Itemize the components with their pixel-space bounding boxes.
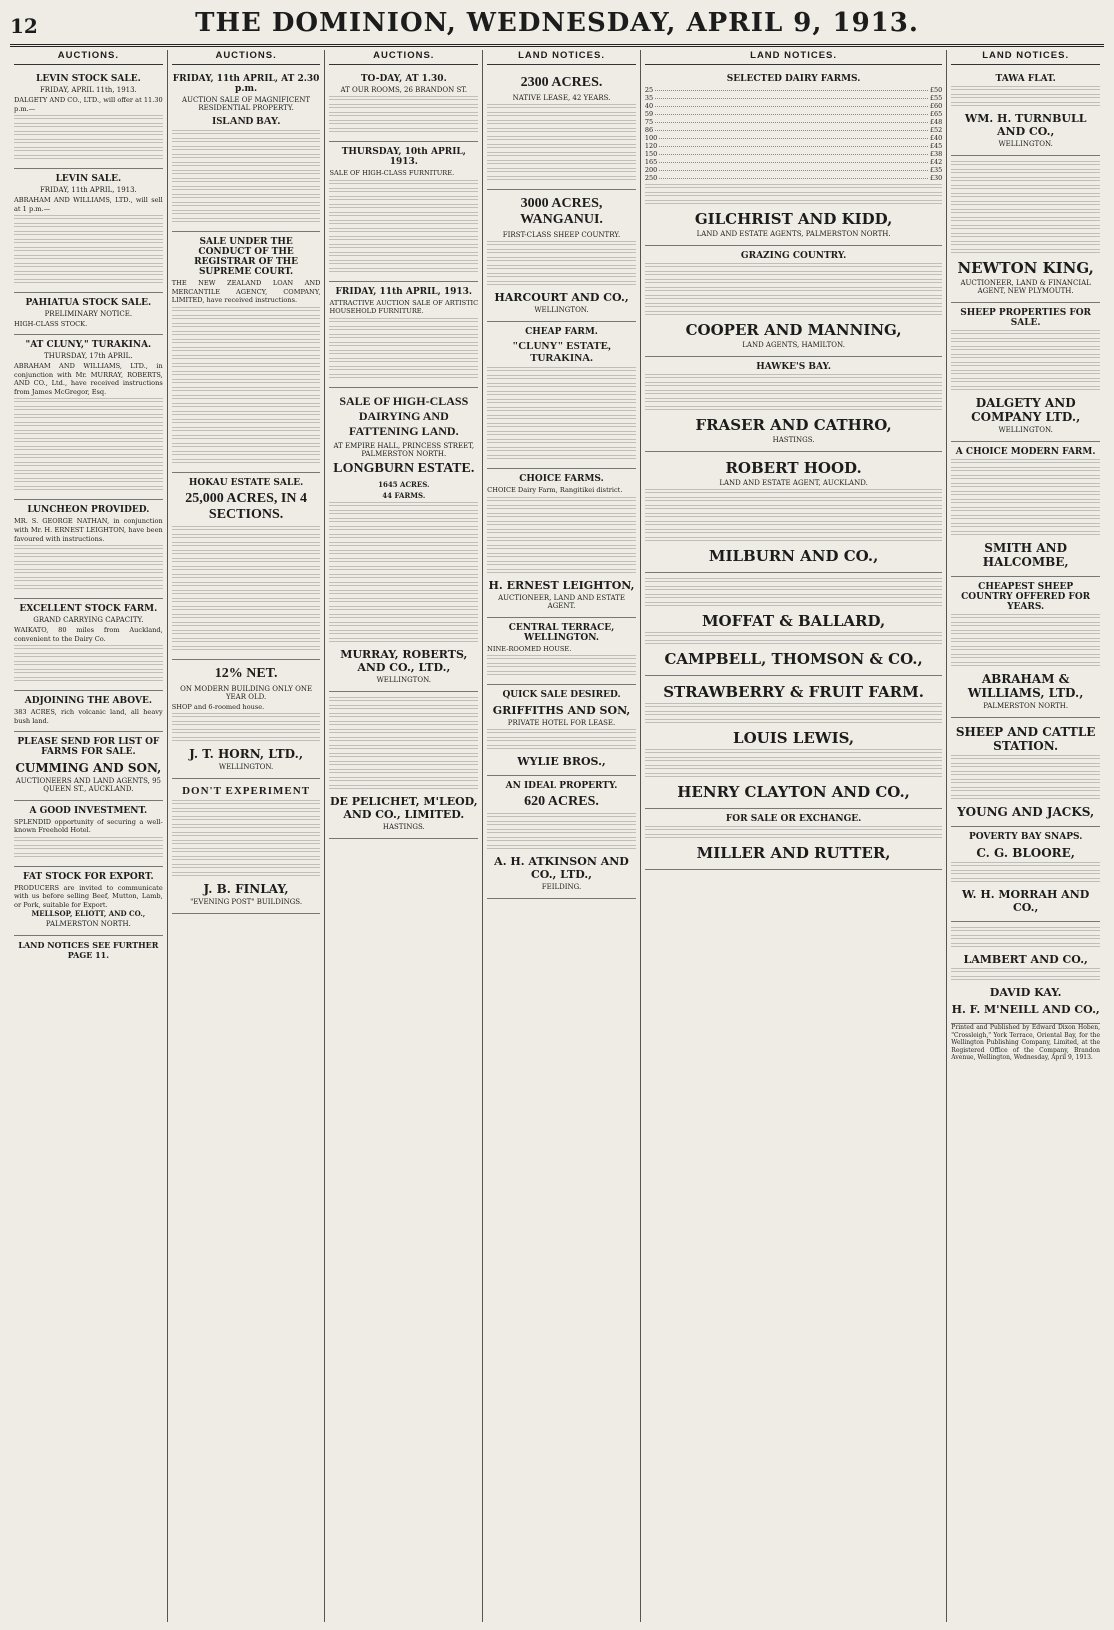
firm-place: LAND AND ESTATE AGENTS, PALMERSTON NORTH. [696, 230, 891, 238]
firm-name: GILCHRIST AND KIDD, [694, 210, 893, 228]
firm-place: WELLINGTON. [218, 763, 274, 772]
firm-name: H. F. M'NEILL AND CO., [951, 1003, 1100, 1016]
farm-lot-price: £55 [929, 94, 943, 102]
firm-place: AUCTIONEER, LAND & FINANCIAL AGENT, NEW PLYMOUTH. [960, 279, 1091, 295]
firm-place: "EVENING POST" BUILDINGS. [190, 898, 303, 907]
firm-name: ABRAHAM & WILLIAMS, LTD., [967, 672, 1084, 700]
firm-name: DALGETY AND COMPANY LTD., [971, 396, 1081, 424]
farm-lot-row [645, 118, 942, 126]
farm-lot-acres: 40 [644, 102, 654, 110]
ad-title: HOKAU ESTATE SALE. [188, 477, 304, 488]
firm-place: AUCTIONEER, LAND AND ESTATE AGENT. [498, 593, 625, 610]
farm-lot-price: £52 [929, 126, 943, 134]
ad-title: CENTRAL TERRACE, WELLINGTON. [508, 622, 615, 643]
ad-title: POVERTY BAY SNAPS. [968, 832, 1083, 842]
firm-name: WYLIE BROS., [517, 755, 606, 769]
ad-text: ISLAND BAY. [211, 115, 281, 127]
ad-text: FIRST-CLASS SHEEP COUNTRY. [502, 231, 621, 239]
ad-text: HIGH-CLASS STOCK. [14, 320, 88, 329]
ad-text: "CLUNY" ESTATE, TURAKINA. [512, 340, 611, 364]
ad-title: CHOICE FARMS. [519, 474, 604, 484]
firm-name: FRASER AND CATHRO, [695, 416, 892, 434]
ad-title: SELECTED DAIRY FARMS. [726, 74, 861, 84]
land-ad [951, 718, 1100, 827]
ad-title: PAHIATUA STOCK SALE. [25, 298, 152, 309]
ad-date: FRIDAY, APRIL 11th, 1913. [39, 86, 137, 94]
farm-lot-row [645, 94, 942, 102]
firm-name: CAMPBELL, THOMSON & CO., [664, 650, 923, 668]
promo-title: DON'T EXPERIMENT [182, 785, 311, 798]
farm-lot-price: £65 [929, 110, 943, 118]
leader-dots [655, 110, 928, 115]
land-ad [951, 922, 1100, 1024]
auction-ad [172, 660, 321, 780]
firm-name: DE PELICHET, M'LEOD, AND CO., LIMITED. [329, 794, 478, 821]
ad-text: DALGETY AND CO., LTD., will offer at 11.30 p.m.— [14, 96, 163, 113]
auction-ad [172, 69, 321, 232]
farm-lot-price: £42 [929, 158, 943, 166]
ad-title: 2300 ACRES. [520, 75, 603, 90]
column-heading: LAND NOTICES. [951, 50, 1100, 65]
column-heading: AUCTIONS. [329, 50, 478, 65]
ad-date: GRAND CARRYING CAPACITY. [33, 616, 144, 625]
ad-date: THURSDAY, 17th APRIL. [44, 351, 133, 360]
firm-name: C. G. BLOORE, [976, 846, 1075, 860]
firm-place: WELLINGTON. [998, 140, 1053, 148]
farm-lot-acres: 165 [644, 158, 658, 166]
ad-title: SALE UNDER THE CONDUCT OF THE REGISTRAR OF THE SUPREME COURT. [194, 237, 299, 277]
firm-name: NEWTON KING, [957, 259, 1094, 277]
column-heading: AUCTIONS. [14, 50, 163, 65]
ad-text: NATIVE LEASE, 42 YEARS. [512, 94, 611, 102]
estate-farms: 44 FARMS. [382, 490, 426, 500]
land-ad [951, 442, 1100, 577]
auction-ad [14, 69, 163, 169]
ad-text: ABRAHAM AND WILLIAMS, LTD., in conjunction with Mr. MURRAY, ROBERTS, AND CO., Ltd., have received instructions from James McGregor, Esq. [14, 361, 163, 396]
columns [10, 50, 1104, 1622]
ad-text: 25,000 ACRES, IN 4 SECTIONS. [185, 490, 307, 522]
ad-title: QUICK SALE DESIRED. [502, 690, 621, 701]
farm-lot-row [645, 142, 942, 150]
firm-name: WM. H. TURNBULL AND CO., [964, 112, 1087, 138]
ad-title: SHEEP PROPERTIES FOR SALE. [960, 308, 1092, 328]
ad-title: FRIDAY, 11th APRIL, AT 2.30 p.m. [172, 74, 320, 94]
farm-lot-acres: 35 [644, 94, 654, 102]
farm-lot-price: £30 [929, 174, 943, 182]
leader-dots [655, 118, 928, 123]
ad-title: "AT CLUNY," TURAKINA. [25, 339, 152, 350]
column-auctions-1 [10, 50, 168, 1622]
firm-place: WELLINGTON. [376, 675, 431, 684]
see-further-notice: LAND NOTICES SEE FURTHER PAGE 11. [18, 940, 159, 961]
farm-lot-price: £45 [929, 142, 943, 150]
land-ad [487, 469, 636, 618]
column-heading: LAND NOTICES. [645, 50, 942, 65]
newspaper-title: THE DOMINION, WEDNESDAY, APRIL 9, 1913. [195, 8, 919, 38]
ad-date: FRIDAY, 11th APRIL, 1913. [39, 186, 137, 195]
farm-lot-price: £38 [929, 150, 943, 158]
leader-dots [655, 126, 928, 131]
farm-lot-row [645, 110, 942, 118]
firm-place: LAND AND ESTATE AGENT, AUCKLAND. [719, 479, 868, 487]
ad-text: WAIKATO, 80 miles from Auckland, convenient to the Dairy Co. [14, 626, 163, 643]
firm-place: WELLINGTON. [534, 306, 589, 314]
ad-title: SALE OF HIGH-CLASS DAIRYING AND FATTENING LAND. [339, 393, 469, 438]
auction-ad [329, 69, 478, 142]
firm-name: MILBURN AND CO., [708, 547, 879, 565]
ad-title: TAWA FLAT. [995, 74, 1056, 84]
column-heading: LAND NOTICES. [487, 50, 636, 65]
ad-title: EXCELLENT STOCK FARM. [19, 604, 158, 615]
leader-dots [659, 142, 928, 147]
leader-dots [659, 166, 928, 171]
ad-title: A CHOICE MODERN FARM. [955, 447, 1096, 457]
firm-place: HASTINGS. [382, 822, 425, 831]
firm-name: MOFFAT & BALLARD, [701, 612, 886, 630]
ad-text: SPLENDID opportunity of securing a well-known Freehold Hotel. [14, 817, 163, 835]
leader-dots [659, 134, 928, 139]
auction-ad [172, 473, 321, 660]
leader-dots [659, 158, 928, 163]
farm-lot-acres: 59 [644, 110, 654, 118]
leader-dots [655, 86, 928, 91]
land-ad [645, 246, 942, 357]
land-ad [487, 685, 636, 776]
ad-title: LEVIN SALE. [55, 174, 122, 185]
auction-ad [14, 691, 163, 731]
firm-name: COOPER AND MANNING, [685, 321, 902, 339]
ad-title: FOR SALE OR EXCHANGE. [725, 814, 862, 824]
farm-lot-acres: 250 [644, 174, 658, 182]
firm-name: SMITH AND HALCOMBE, [982, 541, 1069, 569]
farm-lot-row [645, 126, 942, 134]
ad-text: MR. S. GEORGE NATHAN, in conjunction with Mr. H. ERNEST LEIGHTON, have been favoured with instructions. [14, 517, 163, 543]
firm-name: W. H. MORRAH AND CO., [962, 888, 1090, 914]
auction-ad [14, 169, 163, 293]
auction-ad [14, 293, 163, 335]
farm-lot-price: £48 [929, 118, 943, 126]
ad-text: NINE-ROOMED HOUSE. [487, 644, 572, 653]
land-ad [487, 69, 636, 190]
printer-imprint: Printed and Published by Edward Dixon Hoben, "Crossleigh," York Terrace, Oriental Bay, for the Wellington Publishing Company, Limited, at the Registered Office of the Company, Brandon Avenue, Wellington, Wednesday, April 9, 1913. [951, 1024, 1101, 1061]
firm-name: DAVID KAY. [989, 986, 1062, 999]
ad-title: LEVIN STOCK SALE. [36, 74, 141, 84]
column-auctions-3 [325, 50, 483, 1622]
farm-lot-acres: 86 [644, 126, 654, 134]
land-ad [951, 303, 1100, 442]
ad-text: ATTRACTIVE AUCTION SALE OF ARTISTIC HOUSEHOLD FURNITURE. [329, 298, 479, 316]
firm-place: HASTINGS. [772, 436, 815, 444]
ad-text: SALE OF HIGH-CLASS FURNITURE. [329, 169, 455, 177]
auction-ad [172, 232, 321, 473]
ad-title: FRIDAY, 11th APRIL, 1913. [335, 286, 473, 297]
land-ad [645, 676, 942, 809]
ad-title: TO-DAY, AT 1.30. [360, 74, 447, 84]
land-ad [951, 827, 1100, 922]
farm-lot-acres: 200 [644, 166, 658, 174]
column-land-notices-1 [483, 50, 641, 1622]
ad-title: PLEASE SEND FOR LIST OF FARMS FOR SALE. [17, 736, 160, 757]
firm-place: WELLINGTON. [998, 426, 1053, 434]
firm-place: PALMERSTON NORTH. [983, 702, 1069, 710]
column-auctions-2 [168, 50, 326, 1622]
estate-acres: 1645 ACRES. [378, 479, 430, 489]
auction-ad [14, 732, 163, 801]
ad-title: A GOOD INVESTMENT. [29, 805, 148, 816]
firm-name: HENRY CLAYTON AND CO., [677, 783, 910, 801]
ad-text: 620 ACRES. [524, 794, 599, 810]
land-ad [487, 618, 636, 686]
land-ad [487, 322, 636, 469]
ad-title: GRAZING COUNTRY. [740, 251, 847, 261]
land-ad [645, 573, 942, 676]
auction-ad [14, 867, 163, 937]
auction-ad [329, 142, 478, 282]
auction-ad [14, 599, 163, 691]
column-land-notices-3 [947, 50, 1104, 1622]
ad-text: PRIVATE HOTEL FOR LEASE. [507, 719, 616, 728]
ad-text: AT OUR ROOMS, 26 BRANDON ST. [340, 86, 468, 94]
firm-name: H. ERNEST LEIGHTON, [488, 578, 635, 592]
auction-ad [329, 282, 478, 388]
land-ad [487, 190, 636, 322]
firm-name: MURRAY, ROBERTS, AND CO., LTD., [340, 647, 468, 674]
ad-title: AN IDEAL PROPERTY. [505, 781, 618, 792]
firm-name: J. B. FINLAY, [203, 882, 289, 897]
agent-name: CUMMING AND SON, [15, 760, 162, 775]
firm-name: J. T. HORN, LTD., [189, 747, 304, 762]
farm-lot-acres: 75 [644, 118, 654, 126]
ad-date: ON MODERN BUILDING ONLY ONE YEAR OLD. [180, 684, 313, 701]
ad-title: LUNCHEON PROVIDED. [27, 505, 150, 516]
dairy-farms-ad [645, 69, 942, 246]
ad-title: THURSDAY, 10th APRIL, 1913. [341, 147, 466, 167]
ad-title: CHEAPEST SHEEP COUNTRY OFFERED FOR YEARS. [961, 582, 1091, 612]
auction-ad [14, 500, 163, 599]
column-land-notices-2 [641, 50, 947, 1622]
farm-lot-row [645, 166, 942, 174]
leader-dots [659, 150, 928, 155]
farm-lot-acres: 25 [644, 86, 654, 94]
dairy-farm-list [645, 86, 942, 182]
ad-text: AUCTIONEERS AND LAND AGENTS, 95 QUEEN ST., AUCKLAND. [15, 776, 161, 793]
farm-lot-acres: 150 [644, 150, 658, 158]
land-ad [487, 776, 636, 899]
farm-lot-row [645, 86, 942, 94]
firm-name: A. H. ATKINSON AND CO., LTD., [494, 855, 629, 882]
ad-title: 12% NET. [214, 665, 278, 681]
ad-text: 383 ACRES, rich volcanic land, all heavy bush land. [14, 708, 163, 725]
firm-place: FEILDING. [541, 883, 582, 892]
ad-date: AUCTION SALE OF MAGNIFICENT RESIDENTIAL PROPERTY. [182, 96, 311, 112]
auction-ad [14, 335, 163, 500]
ad-title: 3000 ACRES, WANGANUI. [520, 196, 603, 227]
auction-ad [329, 692, 478, 839]
farm-lot-row [645, 158, 942, 166]
ad-text: PRODUCERS are invited to communicate with us before selling Beef, Mutton, Lamb, or Pork, suitable for Export. [14, 883, 163, 909]
ad-text: SHOP and 6-roomed house. [171, 702, 265, 711]
masthead [10, 6, 1104, 47]
auction-ad [329, 388, 478, 692]
leader-dots [659, 174, 928, 179]
ad-text: CHOICE Dairy Farm, Rangitikei district. [487, 486, 623, 494]
farm-lot-price: £50 [929, 86, 943, 94]
firm-place: LAND AGENTS, HAMILTON. [742, 341, 845, 349]
firm-name: ROBERT HOOD. [725, 459, 862, 477]
column-heading: AUCTIONS. [172, 50, 321, 65]
ad-text: THE NEW ZEALAND LOAN AND MERCANTILE AGENCY, COMPANY, LIMITED, have received instructions. [171, 279, 321, 305]
firm-name: MILLER AND RUTTER, [696, 844, 891, 862]
farm-lot-row [645, 134, 942, 142]
auction-ad [14, 801, 163, 867]
promo-ad [172, 779, 321, 914]
land-ad [645, 452, 942, 573]
leader-dots [655, 102, 928, 107]
farm-lot-price: £60 [929, 102, 943, 110]
firm-name: HARCOURT AND CO., [494, 291, 629, 304]
ad-text: AT EMPIRE HALL, PRINCESS STREET, PALMERSTON NORTH. [333, 441, 475, 458]
agent-name: MELLSOP, ELIOTT, AND CO., [31, 909, 146, 919]
land-ad [951, 577, 1100, 718]
land-ad [645, 357, 942, 452]
farm-lot-acres: 120 [644, 142, 658, 150]
firm-name: LOUIS LEWIS, [733, 729, 855, 747]
firm-name: LAMBERT AND CO., [963, 953, 1088, 966]
leader-dots [655, 94, 928, 99]
firm-name: SHEEP AND CATTLE STATION. [955, 725, 1096, 753]
ad-title: HAWKE'S BAY. [756, 362, 831, 372]
ad-title: CHEAP FARM. [525, 327, 598, 337]
farm-lot-row [645, 150, 942, 158]
estate-name: LONGBURN ESTATE. [333, 460, 475, 476]
agent-place: PALMERSTON NORTH. [45, 920, 131, 929]
farm-lot-price: £40 [929, 134, 943, 142]
firm-name: YOUNG AND JACKS, [957, 805, 1095, 819]
farm-lot-acres: 100 [644, 134, 658, 142]
firm-name: GRIFFITHS AND SON, [492, 704, 631, 718]
ad-text: ABRAHAM AND WILLIAMS, LTD., will sell at 1 p.m.— [14, 196, 163, 213]
ad-date: PRELIMINARY NOTICE. [44, 310, 133, 319]
land-ad [951, 156, 1100, 303]
ad-title: ADJOINING THE ABOVE. [24, 696, 152, 707]
farm-lot-row [645, 102, 942, 110]
page-number: 12 [10, 14, 38, 38]
farm-lot-price: £35 [929, 166, 943, 174]
land-ad [951, 69, 1100, 156]
farm-lot-row [645, 174, 942, 182]
land-ad [645, 809, 942, 870]
ad-title: FAT STOCK FOR EXPORT. [23, 871, 154, 882]
firm-name: STRAWBERRY & FRUIT FARM. [663, 683, 924, 701]
